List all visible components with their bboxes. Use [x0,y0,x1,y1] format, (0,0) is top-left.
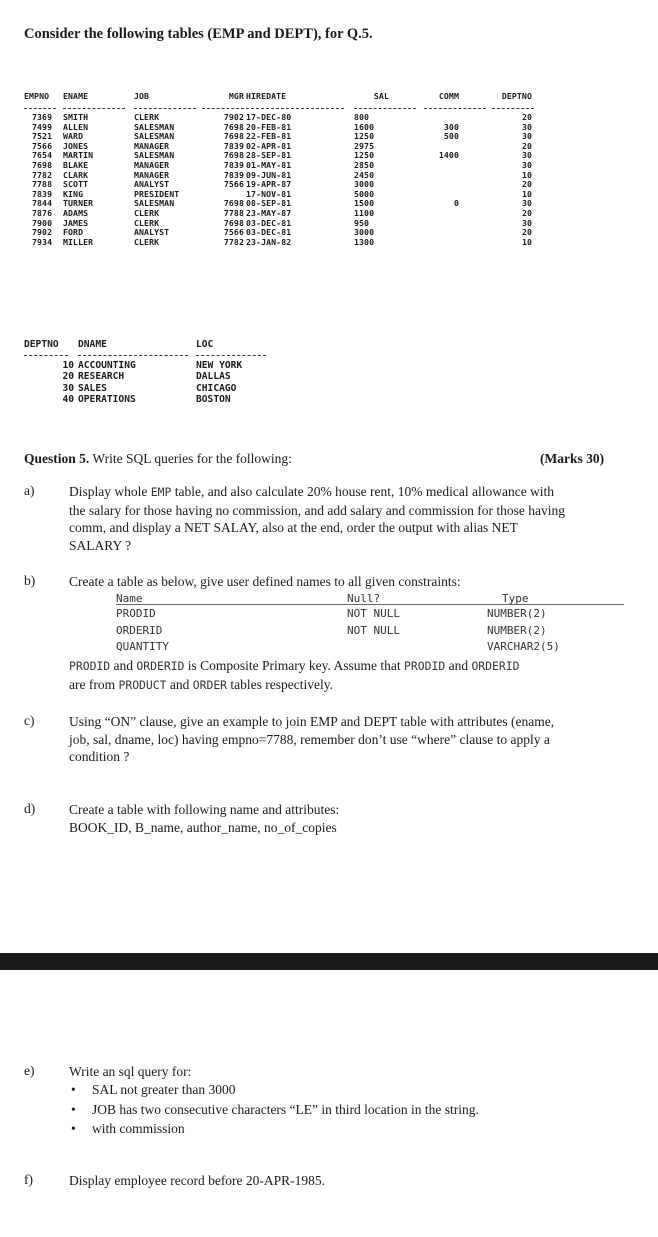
emp-cell-comm: 300 [443,121,459,132]
emp-cell-sal: 3000 [354,179,375,190]
emp-rows [24,113,636,247]
spec-header-underline [116,604,624,605]
emp-cell-job: MANAGER [134,140,170,151]
dept-cell-deptno: 10 [62,360,74,372]
emp-cell-job: SALESMAN [134,121,175,132]
item-b-label: b) [24,573,36,588]
dept-cell-dname: SALES [78,382,107,394]
item-c-line: condition ? [69,749,130,764]
emp-cell-sal: 3000 [354,227,375,238]
dept-cell-deptno: 30 [62,382,74,394]
emp-cell-mgr: 7839 [223,169,244,180]
emp-row [24,228,636,238]
spec-row [116,606,624,623]
emp-cell-empno: 7839 [32,188,53,199]
item-a-line: SALARY ? [69,537,132,553]
emp-cell-deptno: 30 [521,198,532,209]
question-title [24,451,292,467]
code-span: EMP [150,485,172,499]
emp-dash [492,108,534,109]
emp-cell-sal: 5000 [354,188,375,199]
emp-cell-job: ANALYST [134,179,170,190]
emp-cell-job: SALESMAN [134,150,175,161]
dept-col-deptno: DEPTNO [24,339,59,350]
emp-cell-hiredate: 23-JAN-82 [246,236,292,247]
item-e-bullet: JOB has two consecutive characters “LE” in third location in the string. [92,1102,479,1117]
code-span: PRODID [404,659,446,673]
emp-col-ename: ENAME [63,91,89,101]
item-a-text [69,483,631,554]
emp-cell-deptno: 20 [521,112,532,122]
emp-cell-job: CLERK [134,112,160,122]
spec-cell-type: VARCHAR2(5) [487,640,560,653]
spec-row [116,623,624,640]
emp-row [24,132,636,142]
dept-dash [24,355,68,356]
item-a-line: the salary for those having no commission, and add salary and commission for those having [69,502,566,518]
emp-cell-deptno: 20 [521,179,532,190]
item-e-bullet: with commission [92,1121,185,1136]
emp-col-deptno: DEPTNO [501,91,532,101]
emp-dash [354,108,416,109]
text-span: and [445,658,472,673]
emp-cell-empno: 7844 [32,198,53,209]
question-marks: (Marks 30) [540,451,605,466]
emp-cell-empno: 7900 [32,217,53,228]
emp-cell-hiredate: 02-APR-81 [246,140,292,151]
emp-cell-empno: 7788 [32,179,53,190]
emp-cell-mgr: 7566 [223,179,244,190]
item-a-label: a) [24,483,35,498]
emp-cell-sal: 2450 [354,169,375,180]
item-b-note-line [69,676,631,695]
item-d-label: d) [24,801,36,816]
emp-cell-deptno: 10 [521,169,532,180]
emp-cell-job: CLERK [134,207,160,218]
text-span: table, and also calculate 20% house rent, 10% medical allowance with [171,484,555,499]
emp-cell-mgr: 7782 [223,236,244,247]
item-d-text [69,801,631,836]
emp-dash [134,108,196,109]
emp-cell-empno: 7902 [32,227,53,238]
emp-cell-deptno: 10 [521,188,532,199]
item-d-line: Create a table with following name and attributes: [69,802,340,817]
emp-cell-mgr: 7839 [223,140,244,151]
emp-cell-mgr: 7698 [223,198,244,209]
page-heading: Consider the following tables (EMP and DEPT), for Q.5. [24,26,373,42]
text-span: tables respectively. [227,676,334,692]
question-instruction: Write SQL queries for the following: [89,451,292,466]
bullet-dot: • [71,1102,76,1117]
emp-cell-hiredate: 03-DEC-81 [246,227,292,238]
emp-cell-mgr: 7902 [223,112,244,122]
emp-cell-hiredate: 08-SEP-81 [246,198,292,209]
emp-cell-ename: CLARK [63,169,89,180]
dept-separator [24,350,274,360]
emp-cell-empno: 7566 [32,140,53,151]
emp-cell-hiredate: 19-APR-87 [246,179,292,190]
spec-cell-name: QUANTITY [116,640,169,653]
emp-cell-ename: SCOTT [63,179,89,190]
emp-cell-mgr: 7698 [223,150,244,161]
emp-cell-empno: 7876 [32,207,53,218]
emp-cell-job: SALESMAN [134,131,175,142]
emp-cell-mgr: 7698 [223,131,244,142]
emp-row [24,180,636,190]
spec-cell-type: NUMBER(2) [487,607,547,620]
dept-cell-dname: OPERATIONS [78,393,136,405]
emp-dash [424,108,486,109]
code-span: ORDER [192,677,228,692]
emp-cell-mgr: 7788 [223,207,244,218]
emp-row [24,151,636,161]
emp-cell-job: CLERK [134,217,160,228]
text-span: and [166,676,193,692]
emp-dash [24,108,56,109]
code-span: ORDERID [471,659,520,673]
dept-cell-dname: ACCOUNTING [78,360,136,372]
emp-cell-ename: ALLEN [63,121,89,132]
emp-cell-hiredate: 03-DEC-81 [246,217,292,228]
emp-row [24,113,636,123]
emp-col-mgr: MGR [228,91,244,101]
item-c-text [69,713,631,766]
emp-cell-mgr: 7698 [223,217,244,228]
code-span: PRODUCT [118,677,167,692]
emp-cell-sal: 2975 [354,140,375,151]
bullet-dot: • [71,1121,76,1136]
emp-cell-empno: 7782 [32,169,53,180]
emp-cell-mgr: 7698 [223,121,244,132]
emp-row [24,199,636,209]
emp-cell-hiredate: 23-MAY-87 [246,207,292,218]
emp-cell-deptno: 30 [521,159,532,170]
emp-cell-sal: 1500 [354,198,375,209]
dept-col-loc: LOC [196,339,214,350]
emp-row [24,209,636,219]
emp-cell-empno: 7698 [32,159,53,170]
spec-col-null: Null? [347,592,381,605]
emp-row [24,171,636,181]
emp-row [24,238,636,248]
emp-cell-ename: JAMES [63,217,89,228]
emp-cell-ename: TURNER [63,198,94,209]
emp-cell-deptno: 30 [521,150,532,161]
item-b-note-line [69,657,631,676]
emp-cell-hiredate: 22-FEB-81 [246,131,292,142]
emp-cell-job: MANAGER [134,169,170,180]
emp-cell-job: MANAGER [134,159,170,170]
dept-dash [196,355,266,356]
emp-cell-job: SALESMAN [134,198,175,209]
emp-cell-ename: FORD [63,227,84,238]
emp-cell-hiredate: 17-NOV-81 [246,188,292,199]
emp-cell-sal: 1300 [354,236,375,247]
spec-cell-null: NOT NULL [347,607,400,620]
emp-cell-deptno: 30 [521,131,532,142]
emp-cell-hiredate: 20-FEB-81 [246,121,292,132]
emp-cell-mgr: 7839 [223,159,244,170]
dept-row [24,394,274,405]
spec-cell-name: ORDERID [116,623,163,637]
emp-table [24,92,636,247]
emp-cell-ename: SMITH [63,112,89,122]
text-span: and [110,658,137,673]
emp-col-comm: COMM [438,91,459,101]
emp-cell-hiredate: 01-MAY-81 [246,159,292,170]
emp-cell-ename: MARTIN [63,150,94,161]
spec-cell-type: NUMBER(2) [487,623,547,637]
emp-separator [24,104,636,113]
emp-dash [246,108,344,109]
item-e-label: e) [24,1063,35,1078]
question-number: Question 5. [24,451,90,466]
emp-cell-deptno: 20 [521,227,532,238]
spec-col-name: Name [116,592,143,605]
text-span: Display whole [69,484,151,499]
dept-cell-loc: DALLAS [196,371,231,383]
emp-cell-mgr: 7566 [223,227,244,238]
spec-cell-name: PRODID [116,607,156,620]
text-span: are from [69,676,119,692]
page-divider-bar [0,953,658,970]
create-table-spec [116,592,624,656]
emp-cell-sal: 1250 [354,131,375,142]
emp-cell-empno: 7654 [32,150,53,161]
dept-cell-loc: BOSTON [196,393,231,405]
emp-cell-comm: 1400 [438,150,459,161]
item-a-line: comm, and display a NET SALAY, also at the end, order the output with alias NET [69,520,518,535]
dept-row [24,371,274,382]
dept-row [24,383,274,394]
dept-cell-dname: RESEARCH [78,371,125,383]
emp-cell-empno: 7369 [32,112,53,122]
emp-col-hiredate: HIREDATE [246,91,287,101]
item-c-label: c) [24,713,35,728]
emp-cell-ename: ADAMS [63,207,89,218]
emp-cell-ename: JONES [63,140,89,151]
dept-cell-deptno: 20 [62,371,74,383]
dept-cell-loc: CHICAGO [196,382,237,394]
item-b-text: Create a table as below, give user defined names to all given constraints: [69,574,461,589]
spec-row [116,639,624,656]
emp-cell-hiredate: 28-SEP-81 [246,150,292,161]
emp-cell-ename: BLAKE [63,159,89,170]
item-b-note [69,657,631,694]
code-span: PRODID [69,659,111,673]
emp-col-sal: SAL [373,91,389,101]
item-e-bullet: SAL not greater than 3000 [92,1082,236,1097]
spec-rows [116,606,624,656]
emp-cell-deptno: 30 [521,217,532,228]
emp-cell-job: PRESIDENT [134,188,180,199]
dept-col-dname: DNAME [78,339,107,350]
emp-col-job: JOB [134,91,150,101]
item-e-text: Write an sql query for: [69,1064,192,1079]
emp-cell-deptno: 30 [521,121,532,132]
emp-cell-empno: 7934 [32,236,53,247]
emp-cell-job: ANALYST [134,227,170,238]
emp-cell-hiredate: 09-JUN-81 [246,169,292,180]
code-span: ORDERID [136,659,185,673]
emp-cell-job: CLERK [134,236,160,247]
emp-cell-deptno: 10 [521,236,532,247]
emp-cell-sal: 1100 [354,207,375,218]
dept-cell-deptno: 40 [62,393,74,405]
emp-row [24,219,636,229]
item-c-line: Using “ON” clause, give an example to join EMP and DEPT table with attributes (ename, [69,714,555,729]
dept-table [24,339,274,405]
item-d-line: BOOK_ID, B_name, author_name, no_of_copies [69,819,337,835]
emp-cell-hiredate: 17-DEC-80 [246,112,292,122]
item-f-text: Display employee record before 20-APR-1985. [69,1173,326,1188]
emp-row [24,161,636,171]
spec-cell-null: NOT NULL [347,623,400,637]
item-f-label: f) [24,1172,33,1187]
bullet-dot: • [71,1082,76,1097]
emp-row [24,123,636,133]
emp-cell-sal: 1250 [354,150,375,161]
dept-rows [24,360,274,405]
emp-cell-empno: 7499 [32,121,53,132]
emp-cell-empno: 7521 [32,131,53,142]
emp-cell-sal: 950 [354,217,370,228]
emp-cell-ename: MILLER [63,236,94,247]
emp-cell-sal: 800 [354,112,370,122]
item-c-line: job, sal, dname, loc) having empno=7788, remember don’t use “where” clause to apply a [69,731,550,747]
dept-row [24,360,274,371]
emp-cell-deptno: 20 [521,140,532,151]
emp-cell-deptno: 20 [521,207,532,218]
item-a-line [69,483,631,502]
emp-cell-ename: KING [63,188,84,199]
emp-cell-comm: 0 [453,198,459,209]
emp-cell-comm: 500 [443,131,459,142]
emp-cell-sal: 1600 [354,121,375,132]
spec-col-type: Type [502,592,529,605]
emp-header-row [24,92,636,104]
emp-row [24,142,636,152]
emp-dash [63,108,125,109]
dept-cell-loc: NEW YORK [196,360,243,372]
emp-dash [202,108,244,109]
text-span: is Composite Primary key. Assume that [184,658,405,673]
spec-header-row [116,592,624,606]
emp-row [24,190,636,200]
emp-cell-sal: 2850 [354,159,375,170]
emp-cell-ename: WARD [63,131,84,142]
dept-header-row [24,339,274,350]
dept-dash [78,355,188,356]
emp-col-empno: EMPNO [24,91,50,101]
